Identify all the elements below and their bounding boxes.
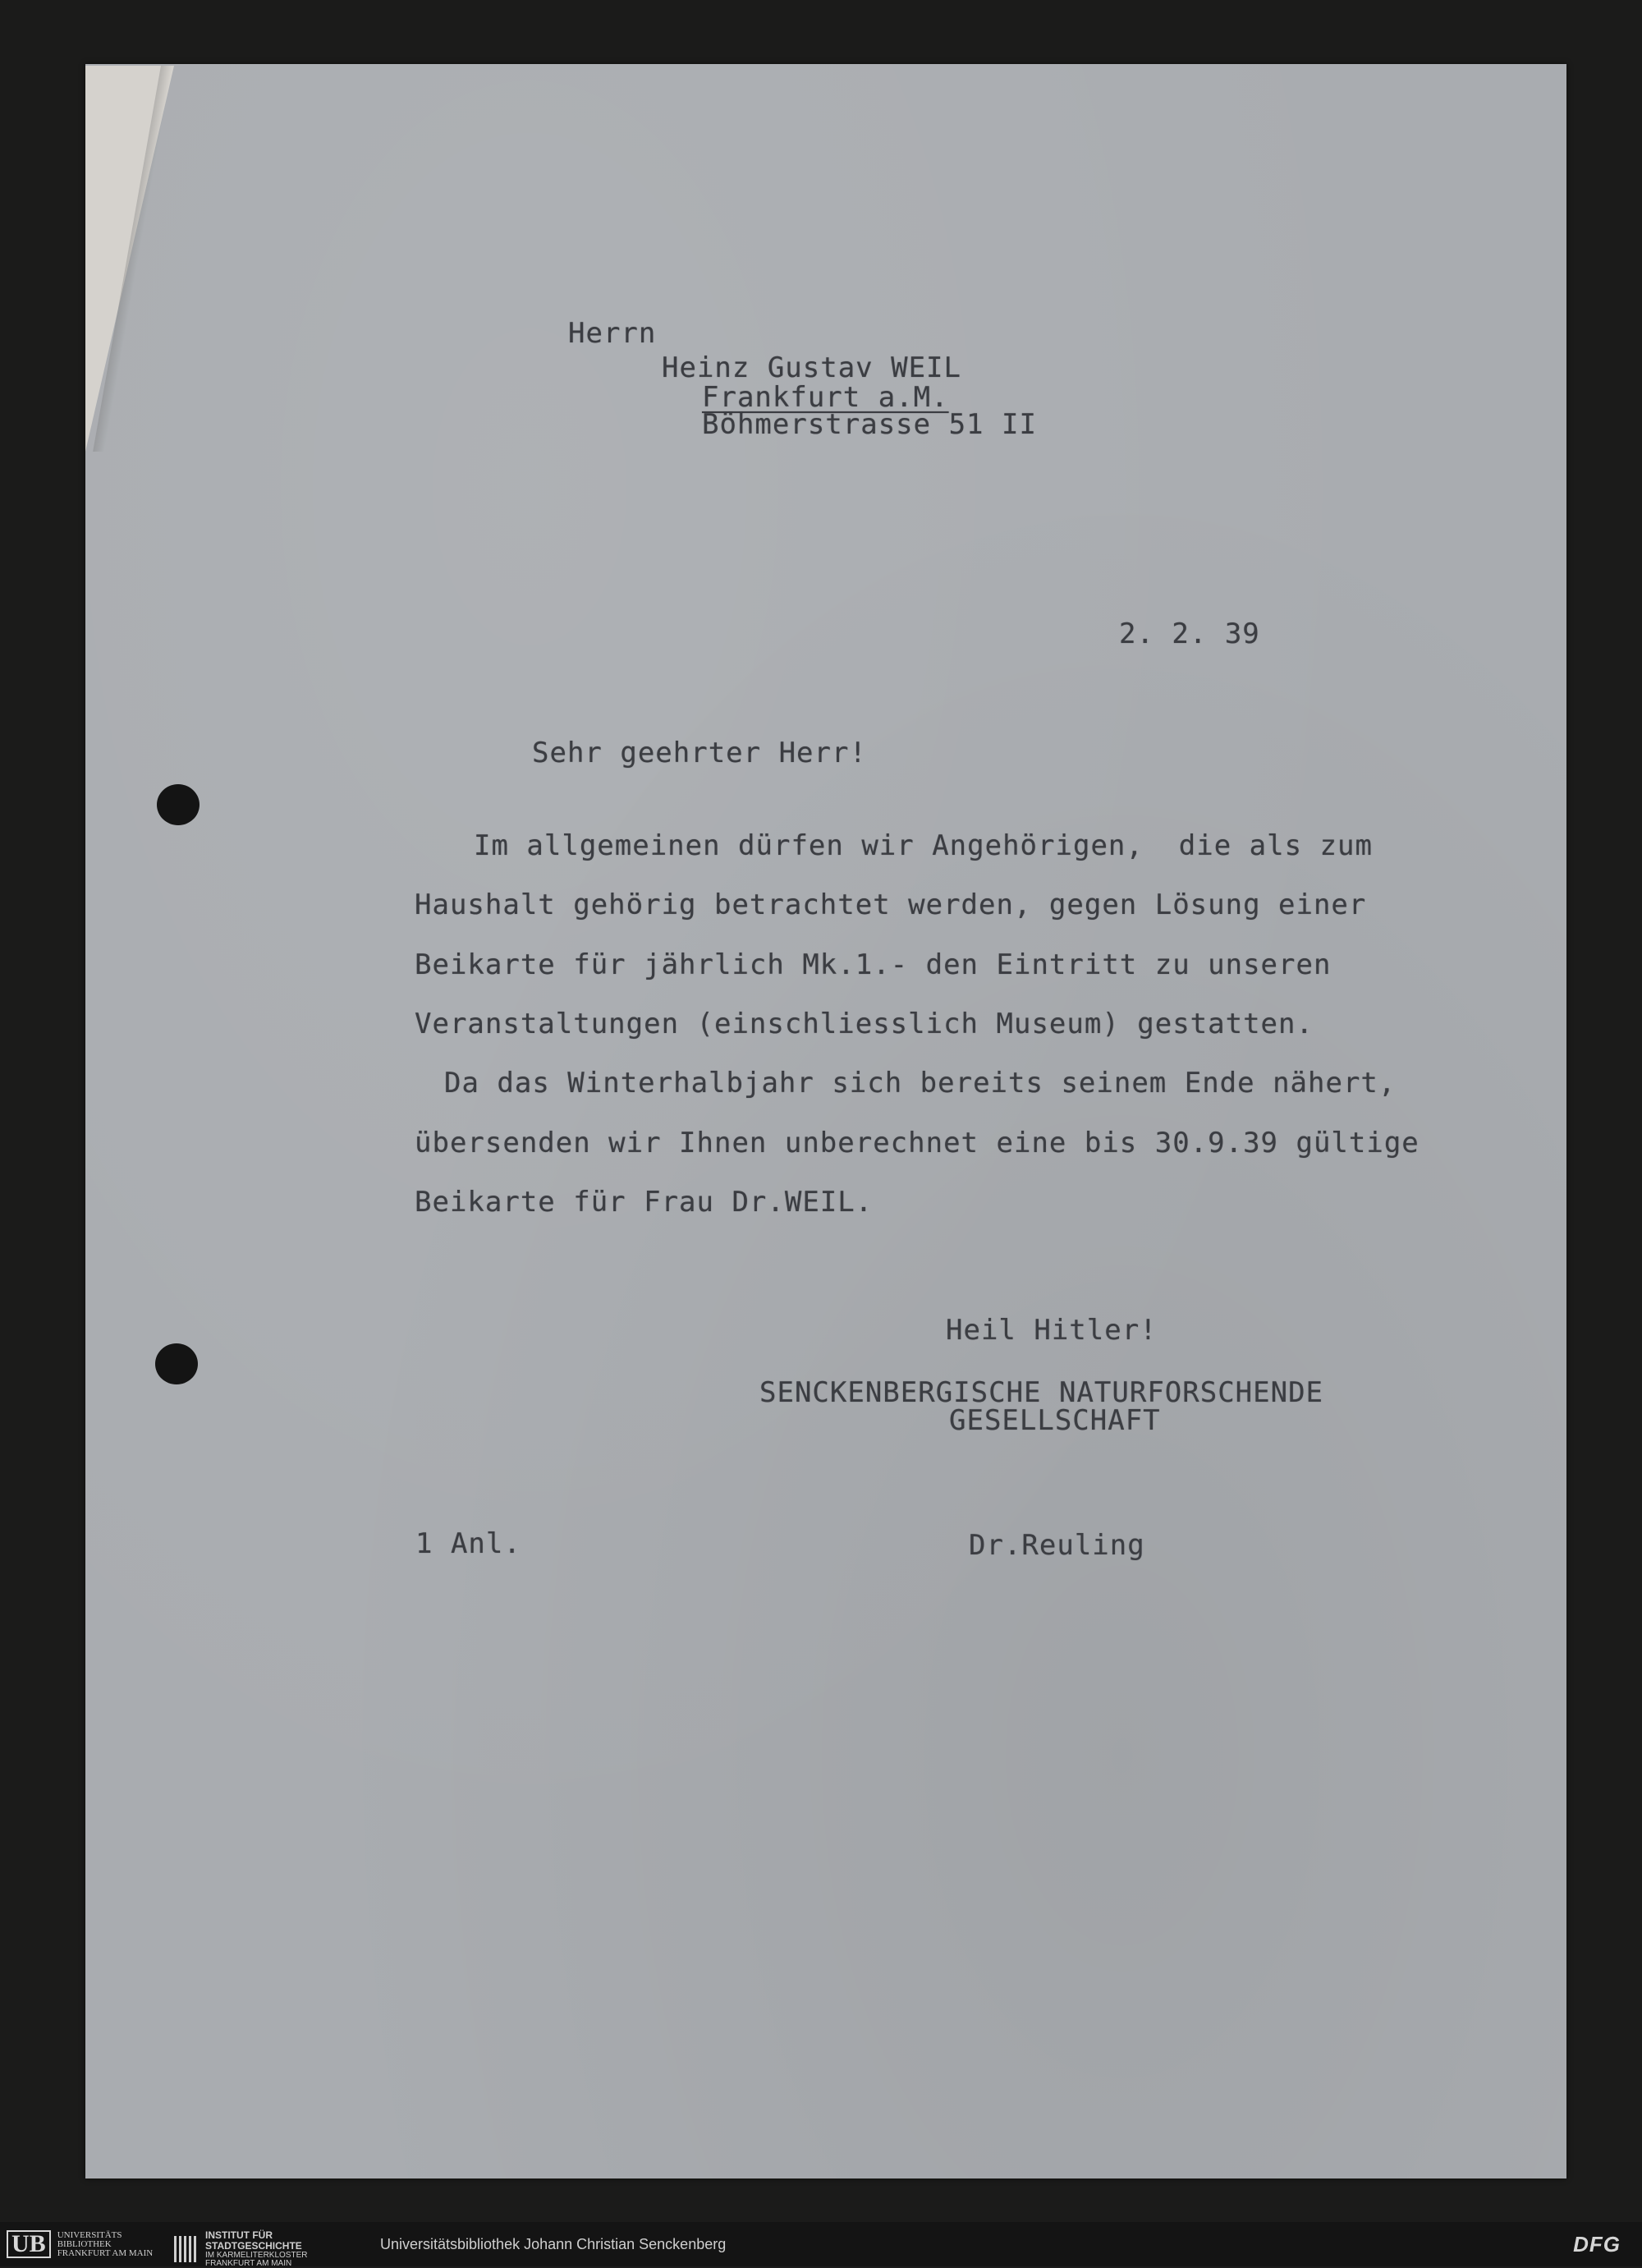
body-line: Im allgemeinen dürfen wir Angehörigen, die als zum (474, 829, 1373, 862)
ub-logo-mark: UB (7, 2230, 51, 2258)
isg-logo-text (205, 2230, 307, 2268)
footer-caption: Universitätsbibliothek Johann Christian Senckenberg (380, 2236, 727, 2252)
enclosure-note: 1 Anl. (415, 1527, 521, 1560)
body-line: Beikarte für jährlich Mk.1.- den Eintritt zu unseren (415, 948, 1332, 981)
ub-logo-text (57, 2231, 154, 2258)
recipient-city: Frankfurt a.M. (702, 381, 949, 414)
ub-library-logo[interactable] (7, 2230, 153, 2258)
organization-name-line2: GESELLSCHAFT (949, 1404, 1161, 1437)
organization-name-line1: SENCKENBERGISCHE NATURFORSCHENDE (759, 1376, 1324, 1409)
body-line: Beikarte für Frau Dr.WEIL. (415, 1186, 874, 1219)
body-line: Veranstaltungen (einschliesslich Museum) gestatten. (415, 1008, 1314, 1040)
ub-logo-line: BIBLIOTHEK (57, 2238, 112, 2249)
building-columns-icon (174, 2236, 199, 2262)
punch-hole (157, 784, 200, 825)
letter-closing: Heil Hitler! (946, 1314, 1158, 1347)
isg-institute-logo[interactable] (174, 2230, 307, 2268)
isg-logo-line: IM KARMELITERKLOSTER (205, 2251, 308, 2260)
letter-greeting: Sehr geehrter Herr! (532, 737, 867, 769)
letter-date: 2. 2. 39 (1119, 618, 1260, 650)
isg-logo-line: FRANKFURT AM MAIN (205, 2259, 292, 2268)
recipient-name: Heinz Gustav WEIL (662, 351, 961, 384)
punch-hole (155, 1343, 198, 1384)
body-line: Da das Winterhalbjahr sich bereits seinem Ende nähert, (444, 1067, 1397, 1100)
isg-logo-line: STADTGESCHICHTE (205, 2240, 302, 2252)
viewer-footer (0, 2222, 1642, 2266)
address-salutation: Herrn (568, 317, 657, 350)
ub-logo-line: FRANKFURT AM MAIN (57, 2247, 154, 2258)
body-line: übersenden wir Ihnen unberechnet eine bis 30.9.39 gültige (415, 1127, 1420, 1159)
dfg-logo[interactable]: DFG (1573, 2232, 1621, 2257)
isg-logo-line: INSTITUT FÜR (205, 2229, 273, 2241)
body-line: Haushalt gehörig betrachtet werden, gegen Lösung einer (415, 888, 1367, 921)
signature-name: Dr.Reuling (969, 1529, 1145, 1562)
recipient-street: Böhmerstrasse 51 II (702, 408, 1037, 441)
ub-logo-line: UNIVERSITÄTS (57, 2229, 122, 2240)
